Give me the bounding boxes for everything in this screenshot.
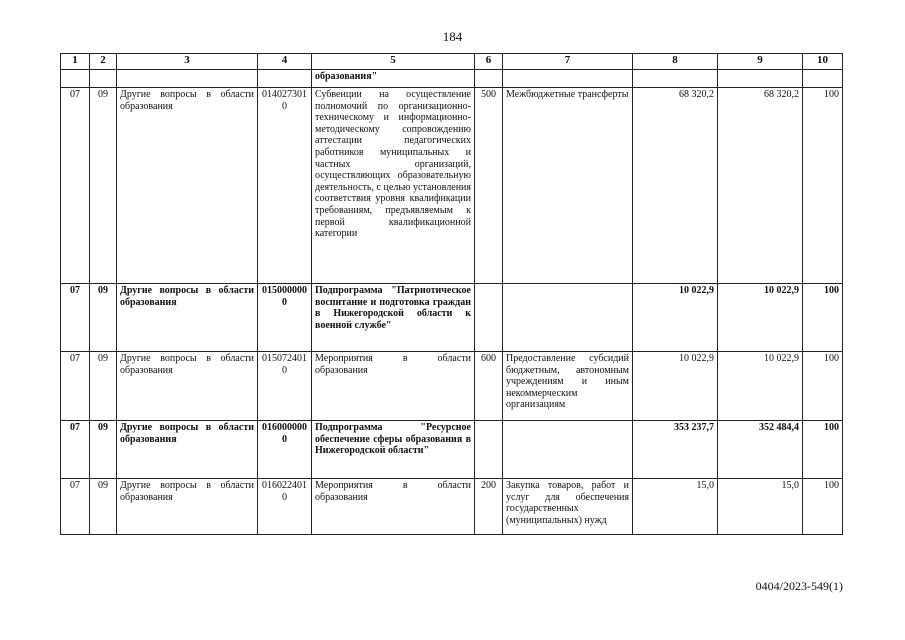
header-cell: 7 bbox=[503, 54, 633, 70]
subsection-cell: 09 bbox=[90, 479, 117, 535]
table-header-row bbox=[61, 54, 843, 70]
header-cell: 5 bbox=[312, 54, 475, 70]
target-name-cell: Субвенции на осуществление полномочий по организационно-техническому и информационно-методическому сопровождению аттестации педагогических работников муниципальных и частных организаций, осуществляющих образовательную деятельность, с целью установления соответствия уровня квалификации требованиям, предъявляемым к первой квалификационной категории bbox=[312, 88, 475, 284]
planned-amount-cell: 353 237,7 bbox=[633, 421, 718, 479]
document-code: 0404/2023-549(1) bbox=[755, 579, 843, 593]
budget-table bbox=[60, 53, 843, 535]
section-cell: 07 bbox=[61, 479, 90, 535]
planned-amount-cell bbox=[633, 70, 718, 88]
header-cell: 6 bbox=[475, 54, 503, 70]
percent-cell: 100 bbox=[803, 88, 843, 284]
actual-amount-cell: 352 484,4 bbox=[718, 421, 803, 479]
planned-amount-cell: 68 320,2 bbox=[633, 88, 718, 284]
section-cell: 07 bbox=[61, 88, 90, 284]
section-name-cell: Другие вопросы в области образования bbox=[117, 352, 258, 421]
planned-amount-cell: 10 022,9 bbox=[633, 352, 718, 421]
section-cell: 07 bbox=[61, 352, 90, 421]
target-code-cell: 0160000000 bbox=[258, 421, 312, 479]
expense-type-cell bbox=[475, 284, 503, 352]
header-cell: 8 bbox=[633, 54, 718, 70]
target-name-cell: Подпрограмма "Патриотическое воспитание и подготовка граждан в Нижегородской области к военной службе" bbox=[312, 284, 475, 352]
expense-type-cell bbox=[475, 70, 503, 88]
subsection-cell: 09 bbox=[90, 421, 117, 479]
table-row bbox=[61, 421, 843, 479]
header-cell: 10 bbox=[803, 54, 843, 70]
section-name-cell: Другие вопросы в области образования bbox=[117, 88, 258, 284]
section-name-cell bbox=[117, 70, 258, 88]
section-name-cell: Другие вопросы в области образования bbox=[117, 479, 258, 535]
target-code-cell: 0150000000 bbox=[258, 284, 312, 352]
actual-amount-cell: 10 022,9 bbox=[718, 352, 803, 421]
section-cell: 07 bbox=[61, 284, 90, 352]
page-number: 184 bbox=[442, 29, 463, 44]
actual-amount-cell: 10 022,9 bbox=[718, 284, 803, 352]
percent-cell: 100 bbox=[803, 284, 843, 352]
target-name-cell: Мероприятия в области образования bbox=[312, 352, 475, 421]
target-name-cell: Мероприятия в области образования bbox=[312, 479, 475, 535]
table-row bbox=[61, 479, 843, 535]
percent-cell: 100 bbox=[803, 421, 843, 479]
header-cell: 2 bbox=[90, 54, 117, 70]
expense-type-cell: 500 bbox=[475, 88, 503, 284]
target-name-cell: Подпрограмма "Ресурсное обеспечение сферы образования в Нижегородской области" bbox=[312, 421, 475, 479]
target-name-cell: образования" bbox=[312, 70, 475, 88]
subsection-cell bbox=[90, 70, 117, 88]
planned-amount-cell: 15,0 bbox=[633, 479, 718, 535]
table-row bbox=[61, 70, 843, 88]
expense-name-cell bbox=[503, 284, 633, 352]
expense-name-cell bbox=[503, 421, 633, 479]
header-cell: 3 bbox=[117, 54, 258, 70]
subsection-cell: 09 bbox=[90, 88, 117, 284]
table-row bbox=[61, 88, 843, 284]
target-code-cell bbox=[258, 70, 312, 88]
actual-amount-cell bbox=[718, 70, 803, 88]
expense-name-cell: Закупка товаров, работ и услуг для обеспечения государственных (муниципальных) нужд bbox=[503, 479, 633, 535]
header-cell: 4 bbox=[258, 54, 312, 70]
percent-cell bbox=[803, 70, 843, 88]
section-name-cell: Другие вопросы в области образования bbox=[117, 284, 258, 352]
section-cell bbox=[61, 70, 90, 88]
target-code-cell: 0160224010 bbox=[258, 479, 312, 535]
actual-amount-cell: 68 320,2 bbox=[718, 88, 803, 284]
header-cell: 9 bbox=[718, 54, 803, 70]
expense-name-cell: Предоставление субсидий бюджетным, автономным учреждениям и иным некоммерческим организациям bbox=[503, 352, 633, 421]
planned-amount-cell: 10 022,9 bbox=[633, 284, 718, 352]
target-code-cell: 0140273010 bbox=[258, 88, 312, 284]
section-cell: 07 bbox=[61, 421, 90, 479]
actual-amount-cell: 15,0 bbox=[718, 479, 803, 535]
percent-cell: 100 bbox=[803, 352, 843, 421]
percent-cell: 100 bbox=[803, 479, 843, 535]
expense-name-cell: Межбюджетные трансферты bbox=[503, 88, 633, 284]
header-cell: 1 bbox=[61, 54, 90, 70]
table-row bbox=[61, 284, 843, 352]
expense-type-cell bbox=[475, 421, 503, 479]
expense-name-cell bbox=[503, 70, 633, 88]
subsection-cell: 09 bbox=[90, 284, 117, 352]
target-code-cell: 0150724010 bbox=[258, 352, 312, 421]
section-name-cell: Другие вопросы в области образования bbox=[117, 421, 258, 479]
expense-type-cell: 600 bbox=[475, 352, 503, 421]
expense-type-cell: 200 bbox=[475, 479, 503, 535]
table-row bbox=[61, 352, 843, 421]
subsection-cell: 09 bbox=[90, 352, 117, 421]
